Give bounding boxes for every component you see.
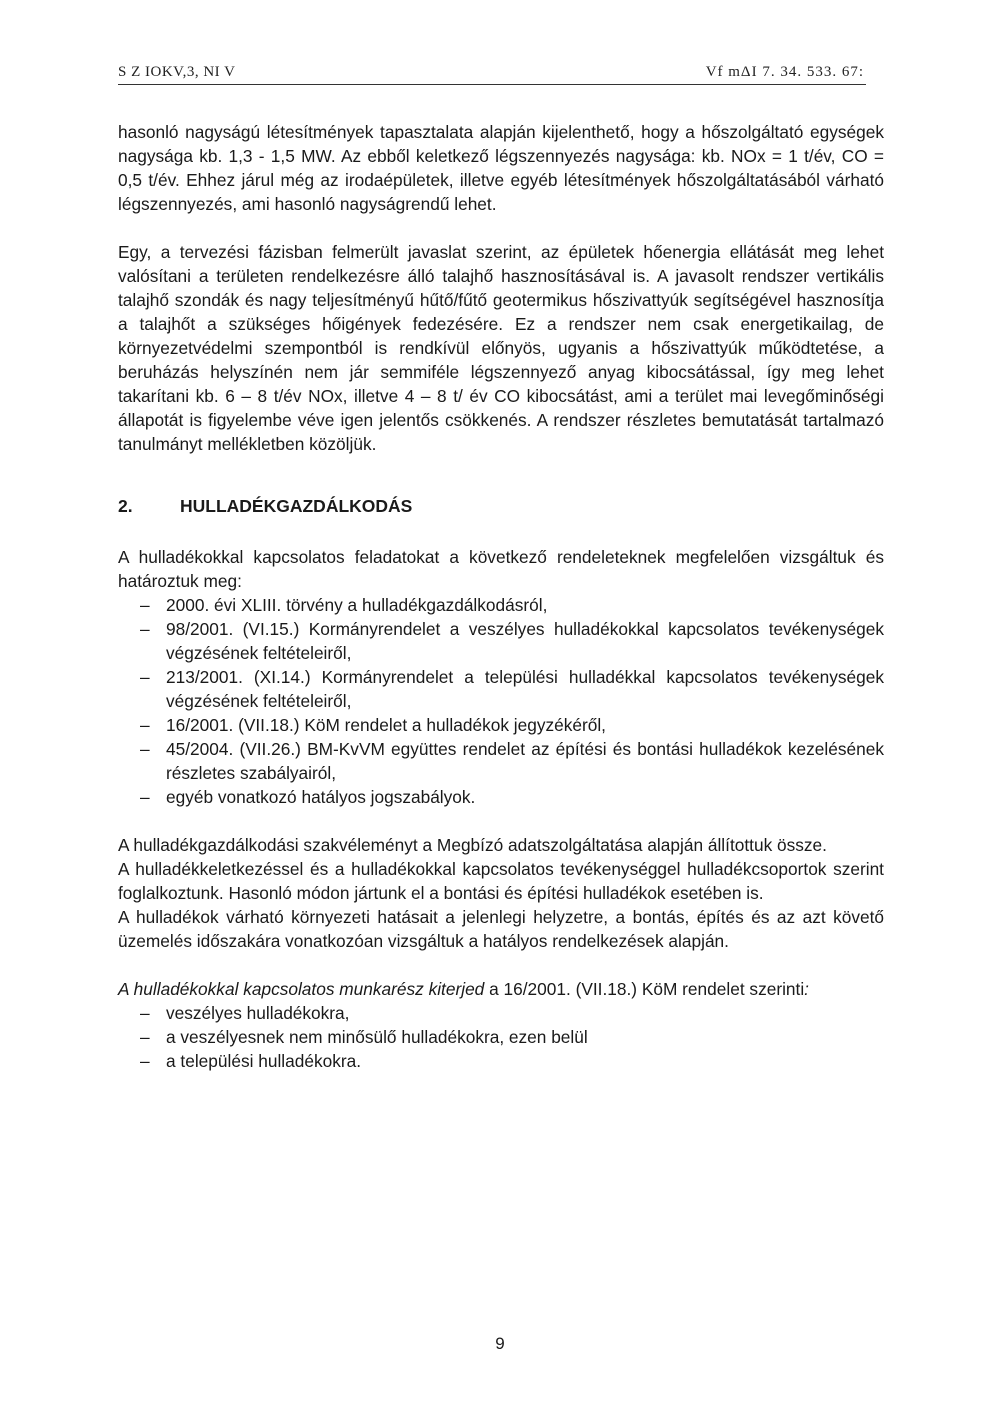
scope-rest: a 16/2001. (VII.18.) KöM rendelet szerinti: [484, 979, 805, 999]
scope-list: [118, 1001, 884, 1073]
list-item: – a települési hulladékokra.: [118, 1049, 884, 1073]
regulations-list: [118, 593, 884, 809]
paragraph-ground-heat: Egy, a tervezési fázisban felmerült javaslat szerint, az épületek hőenergia ellátását meg lehet valósítani a területen rendelkezésre álló talajhő hasznosításával is. A javasolt rendszer vertikális talajhő szondák és nagy teljesítményű hűtő/fűtő geotermikus hőszivattyúk segítségével hasznosítja a talajhőt a szükséges hőigények fedezésére. Ez a rendszer nem csak energetikailag, de környezetvédelmi szempontból is rendkívül előnyös, ugyanis a hőszivattyúk működtetése, a beruházás helyszínén nem jár semmiféle légszennyező anyag kibocsátással, így meg lehet takarítani kb. 6 – 8 t/év NOx, illetve 4 – 8 t/ év CO kibocsátást, ami a terület mai levegőminőségi állapotát is figyelembe véve igen jelentős csökkenés. A rendszer részletes bemutatását tartalmazó tanulmányt mellékletben közöljük.: [118, 242, 884, 454]
paragraph-heat-supply: hasonló nagyságú létesítmények tapasztalata alapján kijelenthető, hogy a hőszolgáltató egységek nagysága kb. 1,3 - 1,5 MW. Az ebből keletkező légszennyezés nagysága: kb. NOx = 1 t/év, CO = 0,5 t/év. Ehhez járul még az irodaépületek, illetve egyéb létesítmények hőszolgáltatásából várható légszennyezés, ami hasonló nagyságrendű lehet.: [118, 122, 884, 214]
scope-colon: :: [804, 979, 809, 999]
scope-italic: A hulladékokkal kapcsolatos munkarész kiterjed: [118, 979, 485, 999]
paragraph-scope: [118, 977, 884, 1001]
list-item: – 213/2001. (XI.14.) Kormányrendelet a települési hulladékkal kapcsolatos tevékenységek végzésének feltételeiről,: [118, 665, 884, 713]
page-content: [118, 120, 884, 1073]
section-heading: [118, 494, 884, 518]
list-item: – egyéb vonatkozó hatályos jogszabályok.: [118, 785, 884, 809]
paragraph-expert-opinion: A hulladékgazdálkodási szakvéleményt a Megbízó adatszolgáltatása alapján állítottuk össze.: [118, 835, 827, 855]
page-number: 9: [495, 1334, 505, 1353]
paragraph-env-effects: A hulladékok várható környezeti hatásait a jelenlegi helyzetre, a bontás, építés és az azt követő üzemelés időszakára vonatkozóan vizsgáltuk a hatályos rendelkezések alapján.: [118, 907, 884, 951]
section-intro: A hulladékokkal kapcsolatos feladatokat a következő rendeleteknek megfelelően vizsgáltuk és határoztuk meg:: [118, 547, 884, 591]
running-header: [118, 62, 866, 85]
header-left-text: S Z IOKV,3, NI V: [118, 64, 236, 80]
paragraph-waste-groups: A hulladékkeletkezéssel és a hulladékokkal kapcsolatos tevékenységgel hulladékcsoportok szerint foglalkoztunk. Hasonló módon jártunk el a bontási és építési hulladékok esetében is.: [118, 859, 884, 903]
section-title: HULLADÉKGAZDÁLKODÁS: [180, 496, 413, 516]
list-item: – 2000. évi XLIII. törvény a hulladékgazdálkodásról,: [118, 593, 884, 617]
list-item: – a veszélyesnek nem minősülő hulladékokra, ezen belül: [118, 1025, 884, 1049]
header-right-text: Vf mΔI 7. 34. 533. 67:: [705, 64, 864, 80]
list-item: – 98/2001. (VI.15.) Kormányrendelet a veszélyes hulladékokkal kapcsolatos tevékenységek végzésének feltételeiről,: [118, 617, 884, 665]
list-item: – veszélyes hulladékokra,: [118, 1001, 884, 1025]
section-number: 2.: [118, 496, 133, 516]
list-item: – 45/2004. (VII.26.) BM-KvVM együttes rendelet az építési és bontási hulladékok kezelésének részletes szabályairól,: [118, 737, 884, 785]
list-item: – 16/2001. (VII.18.) KöM rendelet a hulladékok jegyzékéről,: [118, 713, 884, 737]
